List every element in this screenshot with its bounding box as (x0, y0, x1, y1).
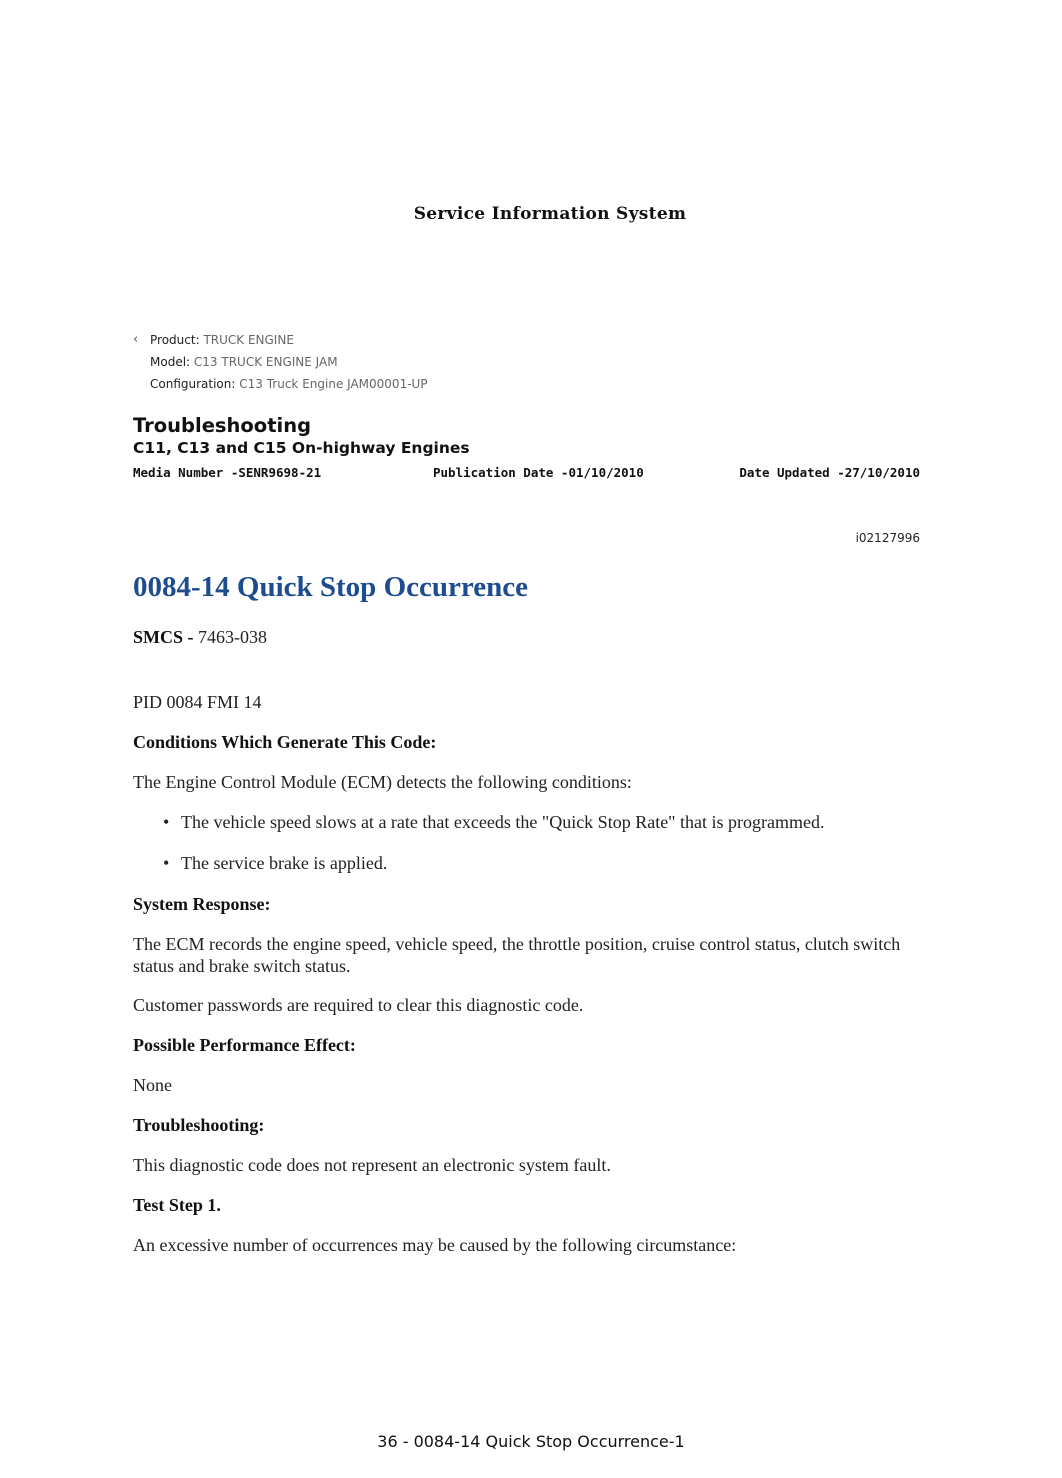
bullet-icon: • (163, 812, 170, 832)
list-item-text: The vehicle speed slows at a rate that exceeds the "Quick Stop Rate" that is programmed. (181, 812, 825, 832)
system-response-text: The ECM records the engine speed, vehicle speed, the throttle position, cruise control status, clutch switch status and brake switch status. (133, 934, 901, 976)
document-id: i02127996 (855, 531, 920, 545)
test-step-heading: Test Step 1. (133, 1195, 221, 1215)
conditions-heading: Conditions Which Generate This Code: (133, 732, 437, 752)
article-body (133, 568, 913, 1273)
product-row (133, 329, 428, 351)
configuration-label: Configuration: (150, 377, 236, 391)
list-item (163, 810, 913, 834)
list-item (163, 851, 913, 875)
product-value: TRUCK ENGINE (203, 333, 294, 347)
product-label: Product: (150, 333, 200, 347)
article-heading: 0084-14 Quick Stop Occurrence (133, 571, 528, 603)
conditions-intro: The Engine Control Module (ECM) detects the following conditions: (133, 772, 632, 792)
system-title: Service Information System (413, 204, 687, 224)
page-footer: 36 - 0084-14 Quick Stop Occurrence-1 (377, 1432, 685, 1451)
configuration-row (133, 373, 428, 395)
media-number: Media Number -SENR9698-21 (133, 465, 322, 480)
passwords-text: Customer passwords are required to clear this diagnostic code. (133, 995, 584, 1015)
smcs-line (133, 625, 913, 649)
performance-heading: Possible Performance Effect: (133, 1035, 356, 1055)
list-item-text: The service brake is applied. (181, 853, 388, 873)
model-value: C13 TRUCK ENGINE JAM (193, 355, 338, 369)
publication-date: Publication Date -01/10/2010 (433, 465, 644, 480)
troubleshooting-text: This diagnostic code does not represent an electronic system fault. (133, 1155, 611, 1175)
model-label: Model: (150, 355, 191, 369)
smcs-label: SMCS - (133, 627, 194, 647)
conditions-list (133, 810, 913, 875)
troubleshooting-heading: Troubleshooting: (133, 1115, 265, 1135)
test-step-text: An excessive number of occurrences may be caused by the following circumstance: (133, 1235, 737, 1255)
document-subtitle: C11, C13 and C15 On-highway Engines (133, 439, 470, 457)
date-updated: Date Updated -27/10/2010 (739, 465, 920, 480)
smcs-value: 7463-038 (198, 627, 268, 647)
document-title: Troubleshooting (133, 414, 312, 437)
configuration-value: C13 Truck Engine JAM00001-UP (239, 377, 428, 391)
bullet-icon: • (163, 853, 170, 873)
product-info (133, 329, 428, 395)
performance-text: None (133, 1075, 172, 1095)
pid-line: PID 0084 FMI 14 (133, 692, 262, 712)
system-response-heading: System Response: (133, 894, 271, 914)
chevron-left-icon[interactable]: ‹ (133, 332, 139, 347)
model-row (133, 351, 428, 373)
